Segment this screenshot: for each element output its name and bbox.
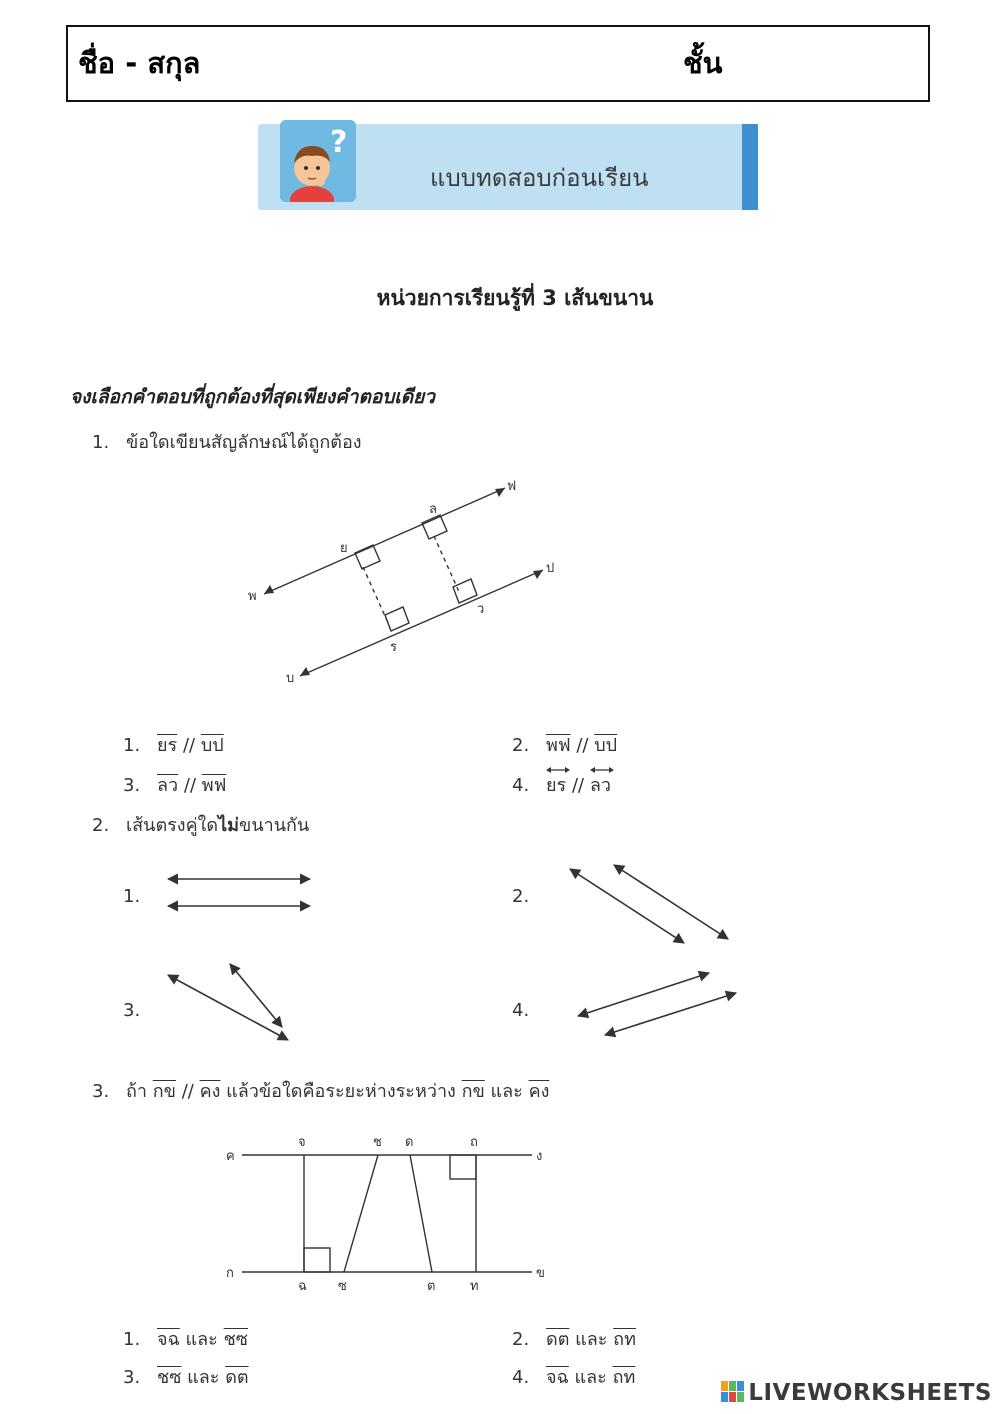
- q3-option-2[interactable]: 2. ดต และ ถท: [512, 1329, 636, 1350]
- q3-option-3[interactable]: 3. ชซ และ ดต: [123, 1367, 249, 1388]
- question-2: 2. เส้นตรงคู่ใดไม่ขนานกัน: [92, 815, 310, 836]
- label-ko-kai: ก: [226, 1266, 234, 1281]
- question-3: 3. ถ้า กข // คง แล้วข้อใดคือระยะห่างระหว่าง กข และ คง: [92, 1081, 550, 1102]
- q3-option-1[interactable]: 1. จฉ และ ชซ: [123, 1329, 249, 1350]
- label-do-dek: ด: [405, 1135, 414, 1150]
- label-cho-chan: จ: [298, 1135, 306, 1150]
- q2-option-2[interactable]: 2.: [512, 886, 530, 907]
- class-label: ชั้น: [683, 46, 723, 80]
- liveworksheets-mark-icon: [721, 1381, 745, 1403]
- svg-text:?: ?: [330, 125, 348, 160]
- q2-option-1[interactable]: 1.: [123, 886, 141, 907]
- q2-opt3-line-a: [168, 975, 288, 1040]
- q1-option-2[interactable]: 2. พฟ // บป: [512, 735, 618, 756]
- label-yo: ย: [340, 541, 348, 556]
- label-ro: ร: [390, 640, 397, 655]
- q2-opt3-line-b: [230, 964, 282, 1027]
- instruction: จงเลือกคำตอบที่ถูกต้องที่สุดเพียงคำตอบเดียว: [70, 386, 435, 408]
- q2-opt2-line-b: [614, 865, 728, 939]
- q2-option-3[interactable]: 3.: [123, 1000, 141, 1021]
- q1-option-3[interactable]: 3. ลว // พฟ: [123, 775, 227, 796]
- label-tho-thahan: ท: [470, 1279, 479, 1294]
- q1-option-4[interactable]: 4. ยร // ลว: [512, 770, 611, 799]
- label-ngo-ngu: ง: [536, 1149, 543, 1164]
- label-cho-ching: ฉ: [298, 1279, 307, 1294]
- q2-opt4-line-a: [578, 973, 709, 1016]
- q1-option-1[interactable]: 1. ยร // บป: [123, 735, 224, 756]
- label-kho-khwai: ค: [226, 1149, 235, 1164]
- label-so-so: ซ: [338, 1279, 347, 1294]
- question-number: 1.: [92, 432, 110, 453]
- label-tho-thung: ถ: [470, 1135, 478, 1150]
- label-cho-chang: ช: [373, 1135, 382, 1150]
- unit-title: หน่วยการเรียนรู้ที่ 3 เส้นขนาน: [376, 286, 654, 310]
- label-po: ป: [546, 561, 555, 576]
- liveworksheets-logo: [721, 1380, 992, 1406]
- label-kho-khai: ข: [536, 1266, 545, 1281]
- question-number: 3.: [92, 1081, 110, 1102]
- banner-title: แบบทดสอบก่อนเรียน: [430, 164, 649, 192]
- label-fo: ฟ: [507, 479, 517, 494]
- label-pho: พ: [248, 589, 257, 604]
- q2-opt4-line-b: [605, 993, 736, 1035]
- logo-text: LIVEWORKSHEETS: [748, 1380, 992, 1406]
- label-lo: ล: [429, 502, 437, 517]
- q3-option-4[interactable]: 4. จฉ และ ถท: [512, 1367, 636, 1388]
- name-label: ชื่อ - สกุล: [78, 46, 201, 80]
- q2-option-4[interactable]: 4.: [512, 1000, 530, 1021]
- question-text: ข้อใดเขียนสัญลักษณ์ได้ถูกต้อง: [126, 432, 362, 453]
- label-to-tao: ต: [427, 1279, 436, 1294]
- question-number: 2.: [92, 815, 110, 836]
- q3-distance-figure: [220, 1130, 560, 1295]
- label-bo: บ: [286, 671, 295, 686]
- q2-opt2-line-a: [570, 869, 684, 943]
- label-wo: ว: [477, 602, 485, 617]
